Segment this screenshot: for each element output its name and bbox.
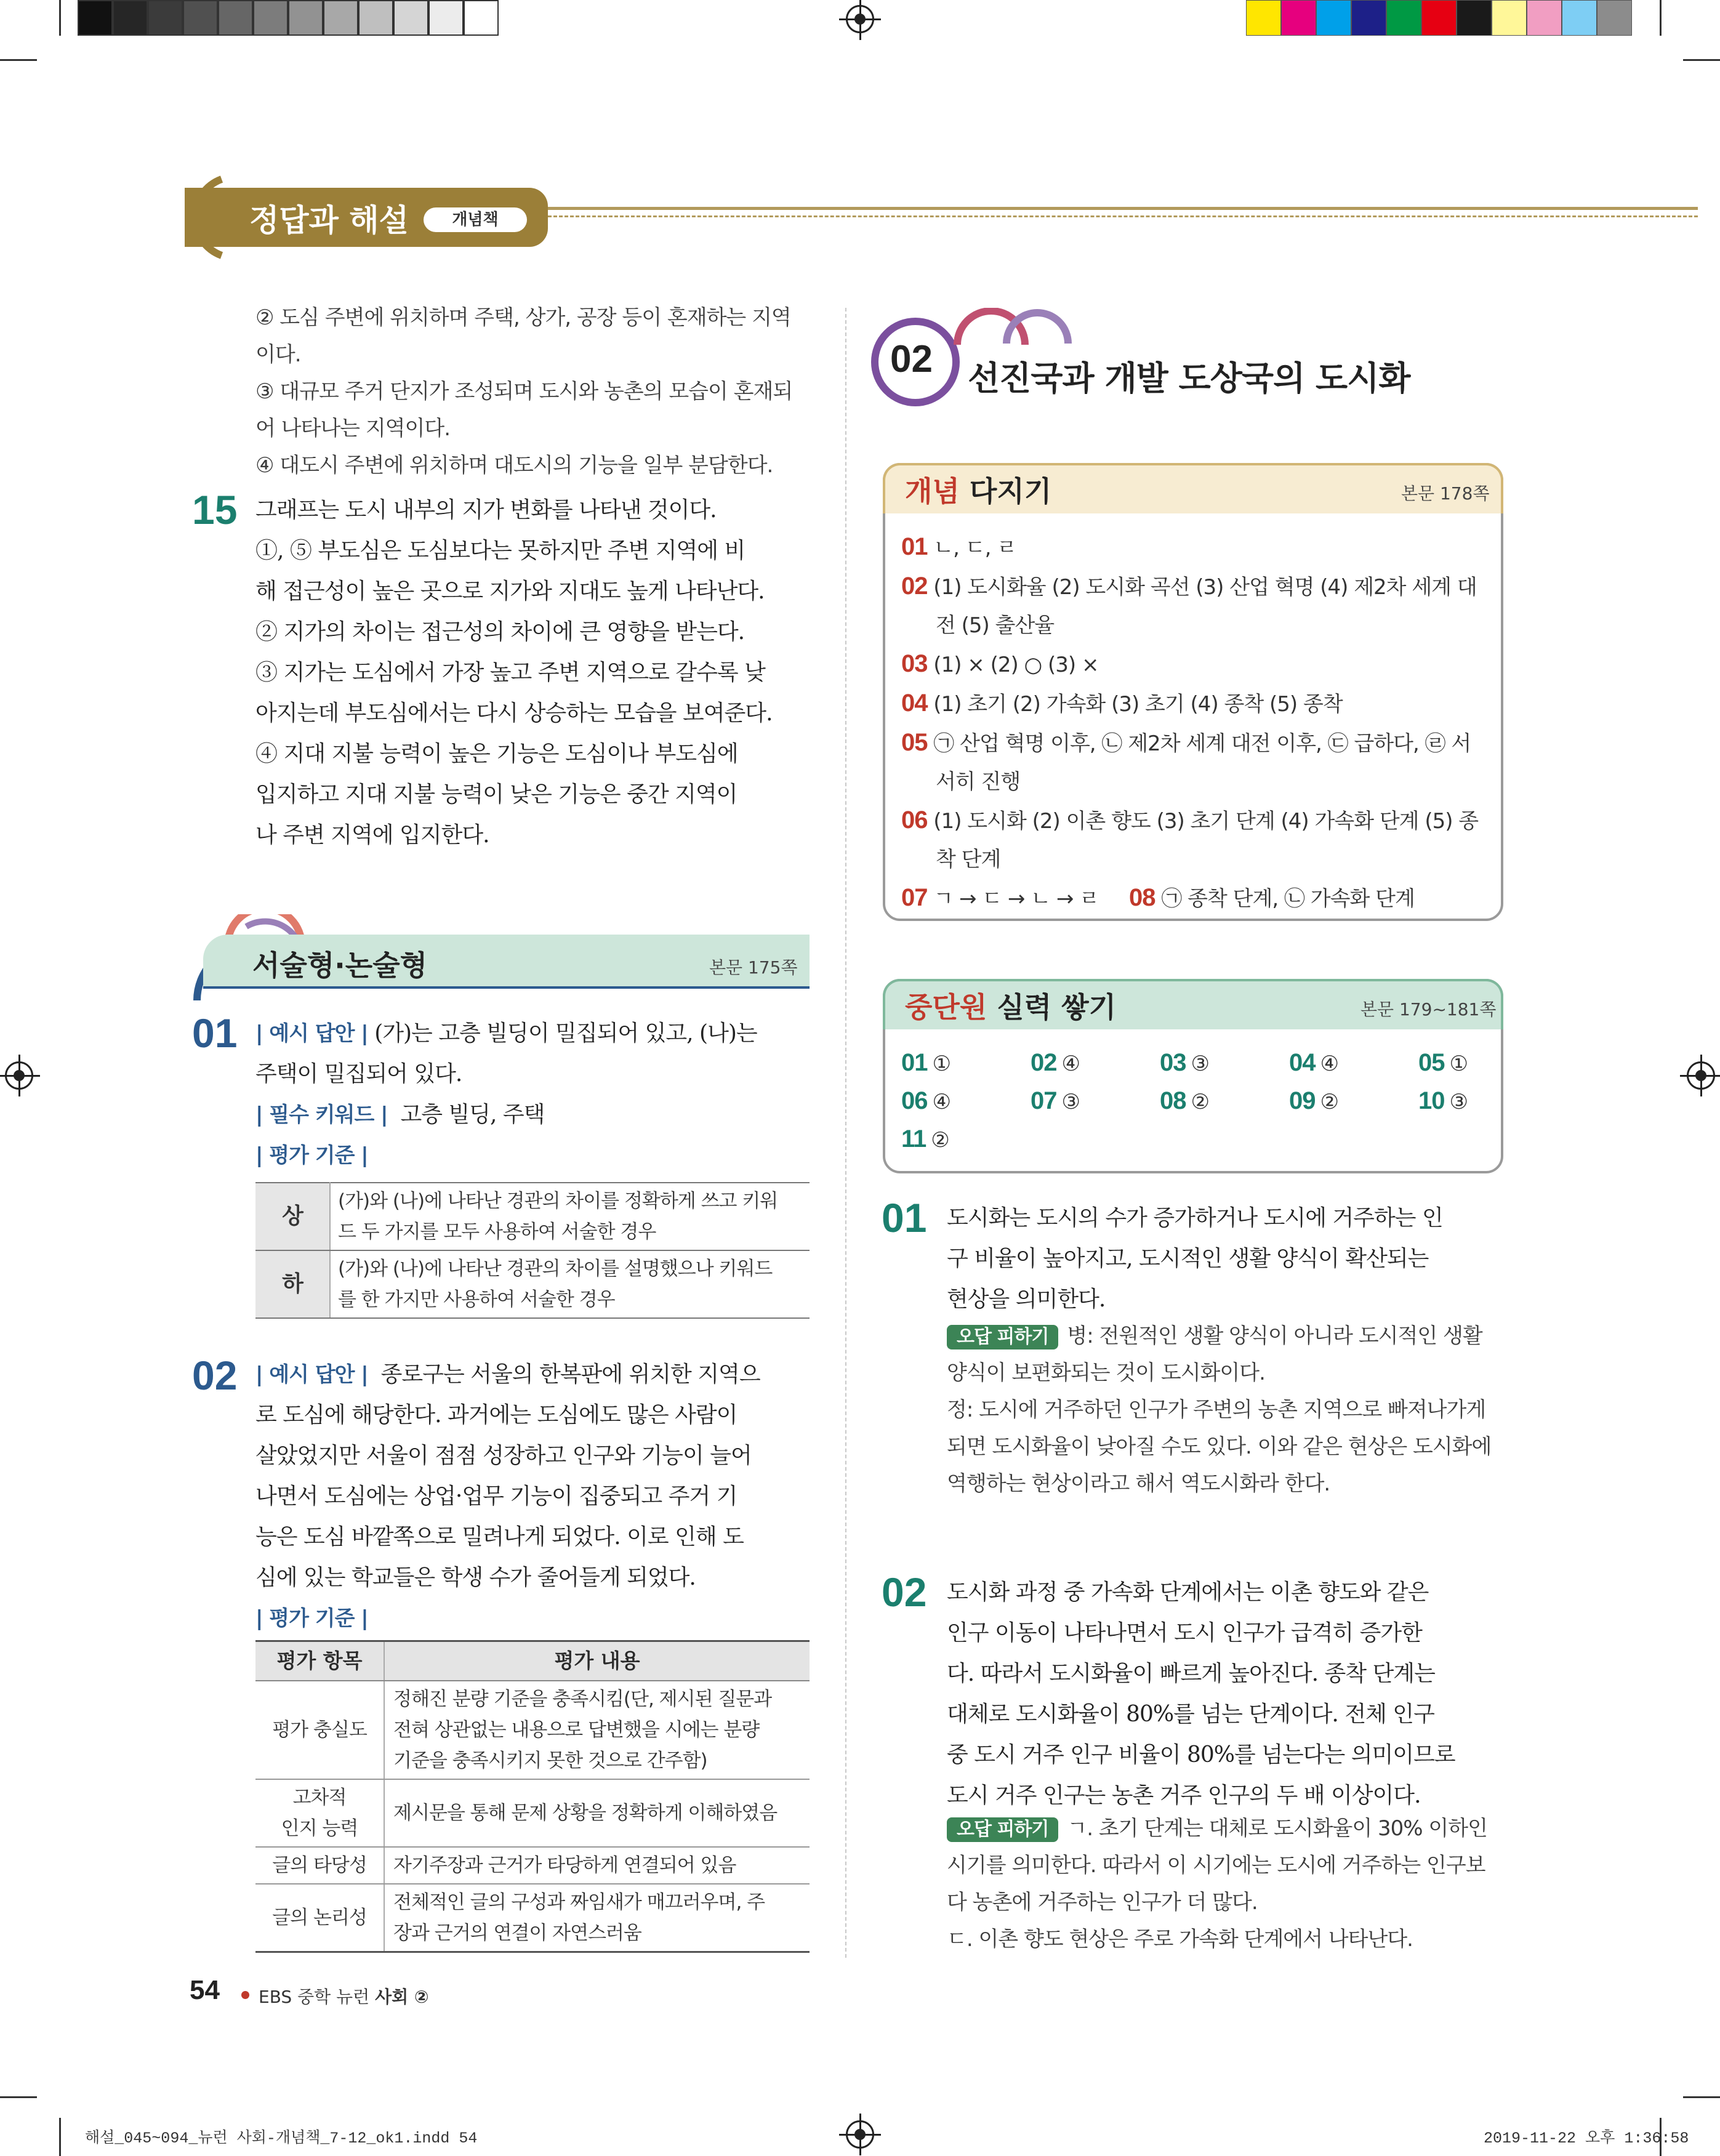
crop-mark — [59, 0, 61, 36]
criteria-cell — [330, 1183, 810, 1250]
answer-choice: ① — [1449, 1052, 1468, 1076]
gray-swatch — [464, 0, 499, 36]
intro-answer-notes — [255, 299, 810, 484]
eval-content-line: 자기주장과 근거가 타당하게 연결되어 있음 — [393, 1854, 736, 1876]
question-15-explanation — [255, 490, 810, 856]
crop-mark — [1683, 2096, 1720, 2098]
answer-number: 05 — [1418, 1049, 1445, 1076]
explanation-line: 아지는데 부도심에서는 다시 상승하는 모습을 보여준다. — [255, 701, 773, 726]
intro-line: ② 도심 주변에 위치하며 주택, 상가, 공장 등이 혼재하는 지역이다. — [255, 305, 791, 367]
answer-choice: ① — [932, 1052, 950, 1076]
avoid-wrong-text: 되면 도시화율이 낮아질 수도 있다. 이와 같은 현상은 도시화에 — [947, 1434, 1492, 1459]
answer-text: (1) × (2) ○ (3) × — [927, 653, 1099, 677]
criteria-line: (가)와 (나)에 나타난 경관의 차이를 설명했으나 키워드 — [338, 1258, 773, 1280]
avoid-wrong-pill: 오답 피하기 — [947, 1325, 1058, 1350]
avoid-wrong-text: ㄷ. 이촌 향도 현상은 주로 가속화 단계에서 나타난다. — [947, 1927, 1413, 1952]
table-header: 평가 항목 — [255, 1641, 384, 1681]
criteria-table — [255, 1182, 810, 1319]
grade-cell: 상 — [255, 1183, 330, 1250]
avoid-wrong-text: ㄱ. 초기 단계는 대체로 도시화율이 30% 이하인 — [1067, 1816, 1487, 1841]
gray-swatch — [393, 0, 428, 36]
answer-choice: ② — [1191, 1090, 1209, 1114]
answer-number: 08 — [1129, 884, 1155, 911]
answer-number: 06 — [901, 1087, 928, 1114]
criteria-cell — [330, 1250, 810, 1318]
avoid-wrong-text: 병: 전원적인 생활 양식이 아니라 도시적인 생활 — [1067, 1324, 1482, 1348]
avoid-wrong-text: 양식이 보편화되는 것이 도시화이다. — [947, 1361, 1265, 1385]
question-number: 01 — [882, 1195, 927, 1241]
crop-mark — [59, 2118, 61, 2156]
r02-explanation — [947, 1572, 1501, 1816]
criteria-line: 드 두 가지를 모두 사용하여 서술한 경우 — [338, 1221, 656, 1243]
answer-choice: ② — [1320, 1090, 1338, 1114]
color-swatch — [1281, 0, 1316, 36]
eval-item-cell — [255, 1779, 384, 1847]
answer-line — [901, 723, 1492, 763]
answer-text: ㉠ 종착 단계, ㉡ 가속화 단계 — [1155, 887, 1415, 911]
answer-number: 11 — [901, 1125, 926, 1152]
answer-number: 02 — [901, 573, 928, 600]
mid-answer-item — [1160, 1044, 1209, 1083]
explanation-line: 도시화 과정 중 가속화 단계에서는 이촌 향도와 같은 — [947, 1580, 1429, 1605]
answer-line — [901, 567, 1492, 606]
s02-answer — [255, 1354, 810, 1639]
mid-answer-item — [1418, 1044, 1468, 1083]
mid-unit-page-ref: 본문 179~181쪽 — [1360, 999, 1497, 1020]
answer-line — [901, 840, 1492, 879]
color-swatch — [1597, 0, 1632, 36]
criteria-label: | 평가 기준 | — [255, 1606, 368, 1631]
mid-unit-title-b: 실력 쌓기 — [997, 991, 1117, 1024]
avoid-wrong-text: 다 농촌에 거주하는 인구가 더 많다. — [947, 1890, 1258, 1915]
question-number: 15 — [192, 487, 238, 533]
chapter-title: 선진국과 개발 도상국의 도시화 — [968, 359, 1410, 398]
criteria-line: (가)와 (나)에 나타난 경관의 차이를 정확하게 쓰고 키워 — [338, 1190, 778, 1212]
chapter-number: 02 — [890, 338, 933, 380]
intro-line: ④ 대도시 주변에 위치하며 대도시의 기능을 일부 분담한다. — [255, 453, 773, 478]
mid-answer-item — [1289, 1044, 1338, 1083]
example-answer-text: (가)는 고층 빌딩이 밀집되어 있고, (나)는 — [374, 1021, 757, 1046]
header-rule — [548, 207, 1698, 210]
crop-mark — [0, 59, 37, 61]
color-swatch — [1316, 0, 1351, 36]
mid-unit-title-a: 중단원 — [905, 991, 987, 1024]
concept-page-ref: 본문 178쪽 — [1401, 483, 1490, 504]
color-swatch — [1492, 0, 1527, 36]
explanation-line: 인구 이동이 나타나면서 도시 인구가 급격히 증가한 — [947, 1620, 1422, 1646]
gray-swatch — [78, 0, 113, 36]
answer-number: 06 — [901, 806, 928, 834]
crop-mark — [0, 2096, 37, 2098]
gray-swatch — [113, 0, 148, 36]
example-answer-text: 종로구는 서울의 한복판에 위치한 지역으 — [380, 1362, 760, 1387]
answer-line — [901, 879, 1492, 918]
answer-text: (1) 도시화율 (2) 도시화 곡선 (3) 산업 혁명 (4) 제2차 세계 대 — [927, 575, 1477, 600]
eval-content-cell — [384, 1681, 810, 1779]
eval-content-line: 정해진 분량 기준을 충족시킴(단, 제시된 질문과 — [393, 1688, 772, 1710]
question-number: 01 — [192, 1010, 238, 1056]
example-answer-text: 주택이 밀집되어 있다. — [255, 1061, 462, 1087]
eval-item-cell — [255, 1847, 384, 1884]
gray-swatch — [428, 0, 464, 36]
avoid-wrong-text: 시기를 의미한다. 따라서 이 시기에는 도시에 거주하는 인구보 — [947, 1853, 1485, 1878]
section-header-underline — [203, 986, 810, 989]
book-title — [259, 1984, 429, 2008]
header-badge: 개념책 — [424, 207, 527, 232]
explanation-line: 도시화는 도시의 수가 증가하거나 도시에 거주하는 인 — [947, 1205, 1443, 1231]
answer-choice: ④ — [1061, 1052, 1080, 1076]
answer-number: 04 — [901, 690, 928, 717]
criteria-label: | 평가 기준 | — [255, 1143, 368, 1168]
registration-mark-icon — [5, 1061, 33, 1090]
table-row — [255, 1183, 810, 1250]
eval-item-cell — [255, 1681, 384, 1779]
table-row — [255, 1779, 810, 1847]
r01-avoid-wrong — [947, 1317, 1501, 1502]
keyword-label: | 필수 키워드 | — [255, 1103, 388, 1127]
avoid-wrong-pill: 오답 피하기 — [947, 1817, 1058, 1842]
color-swatch — [1562, 0, 1597, 36]
answer-number: 08 — [1160, 1087, 1186, 1114]
registration-mark-icon — [846, 5, 874, 33]
color-swatch — [1527, 0, 1562, 36]
gray-swatch — [218, 0, 253, 36]
answer-number: 07 — [901, 884, 928, 911]
answer-text: 서히 진행 — [936, 770, 1021, 794]
explanation-line: 도시 거주 인구는 농촌 거주 인구의 두 배 이상이다. — [947, 1783, 1421, 1808]
example-answer-text: 심에 있는 학교들은 학생 수가 줄어들게 되었다. — [255, 1565, 696, 1590]
example-answer-text: 능은 도심 바깥쪽으로 밀려나게 되었다. 이로 인해 도 — [255, 1524, 744, 1550]
answer-number: 10 — [1418, 1087, 1445, 1114]
mid-answer-item — [1031, 1082, 1080, 1121]
eval-content-line: 장과 근거의 연결이 자연스러움 — [393, 1922, 641, 1944]
file-name: 해설_045~094_뉴런 사회-개념책_7-12_ok1.indd 54 — [85, 2130, 478, 2147]
avoid-wrong-text: 역행하는 현상이라고 해서 역도시화라 한다. — [947, 1471, 1330, 1496]
explanation-line: 해 접근성이 높은 곳으로 지가와 지대도 높게 나타난다. — [255, 579, 765, 604]
answer-text: ㄱ → ㄷ → ㄴ → ㄹ — [927, 887, 1130, 911]
evaluation-table — [255, 1640, 810, 1953]
registration-mark-icon — [1687, 1061, 1715, 1090]
answer-number: 01 — [901, 533, 928, 560]
answer-text: 전 (5) 출산율 — [936, 613, 1055, 638]
explanation-line: ② 지가의 차이는 접근성의 차이에 큰 영향을 받는다. — [255, 619, 745, 645]
concept-title-a: 개념 — [905, 475, 960, 508]
example-answer-label: | 예시 답안 | — [255, 1021, 368, 1046]
table-header: 평가 내용 — [384, 1641, 810, 1681]
explanation-line: 입지하고 지대 지불 능력이 낮은 기능은 중간 지역이 — [255, 782, 737, 807]
intro-line: ③ 대규모 주거 단지가 조성되며 도시와 농촌의 모습이 혼재되 — [255, 379, 793, 404]
eval-item: 글의 논리성 — [272, 1907, 367, 1929]
keyword-text: 고층 빌딩, 주택 — [400, 1102, 545, 1127]
explanation-line: 나 주변 지역에 입지한다. — [255, 823, 489, 848]
eval-item: 평가 충실도 — [272, 1719, 367, 1741]
eval-content-cell — [384, 1847, 810, 1884]
gray-swatch — [323, 0, 358, 36]
column-divider — [845, 308, 846, 1958]
mid-answer-item — [901, 1082, 950, 1121]
gray-swatch — [253, 0, 288, 36]
explanation-line: 구 비율이 높아지고, 도시적인 생활 양식이 확산되는 — [947, 1246, 1429, 1271]
gray-swatch — [288, 0, 323, 36]
mid-unit-title — [905, 985, 1116, 1026]
concept-title — [905, 469, 1051, 510]
intro-line: 어 나타나는 지역이다. — [255, 416, 451, 441]
answer-number: 02 — [1031, 1049, 1057, 1076]
registration-mark-icon — [846, 2120, 874, 2149]
answer-number: 05 — [901, 729, 928, 756]
grade-cell: 하 — [255, 1250, 330, 1318]
eval-item: 인지 능력 — [281, 1817, 358, 1840]
s01-answer — [255, 1013, 810, 1176]
answer-line — [901, 763, 1492, 801]
answer-text: ㉠ 산업 혁명 이후, ㉡ 제2차 세계 대전 이후, ㉢ 급하다, ㉣ 서 — [927, 731, 1471, 756]
header-rule-dashed — [548, 215, 1698, 217]
table-row — [255, 1884, 810, 1952]
example-answer-label: | 예시 답안 | — [255, 1362, 368, 1387]
explanation-line: 현상을 의미한다. — [947, 1287, 1106, 1312]
eval-item: 글의 타당성 — [272, 1854, 367, 1876]
answer-choice: ② — [931, 1128, 949, 1152]
eval-content-cell — [384, 1779, 810, 1847]
eval-item-cell — [255, 1884, 384, 1952]
book-title-prefix: EBS 중학 뉴런 — [259, 1987, 376, 2007]
answer-line — [901, 645, 1492, 684]
mid-answer-item — [1289, 1082, 1338, 1121]
answer-choice: ③ — [1191, 1052, 1209, 1076]
mid-answer-item — [1418, 1082, 1468, 1121]
example-answer-text: 살았었지만 서울이 점점 성장하고 인구와 기능이 늘어 — [255, 1443, 752, 1468]
answer-number: 01 — [901, 1049, 928, 1076]
answer-line — [901, 528, 1492, 567]
mid-answer-item — [901, 1044, 950, 1083]
explanation-line: ③ 지가는 도심에서 가장 높고 주변 지역으로 갈수록 낮 — [255, 660, 765, 685]
color-swatch — [1457, 0, 1492, 36]
bullet-dot-icon — [241, 1991, 249, 1999]
color-swatch — [1246, 0, 1281, 36]
example-answer-text: 나면서 도심에는 상업·업무 기능이 집중되고 주거 기 — [255, 1484, 737, 1509]
color-swatch — [1351, 0, 1386, 36]
table-header-row — [255, 1641, 810, 1681]
section-page-ref: 본문 175쪽 — [709, 957, 798, 978]
answer-text: (1) 초기 (2) 가속화 (3) 초기 (4) 종착 (5) 종착 — [927, 692, 1343, 717]
gray-swatch — [183, 0, 218, 36]
table-row — [255, 1250, 810, 1318]
example-answer-text: 로 도심에 해당한다. 과거에는 도심에도 많은 사람이 — [255, 1402, 737, 1428]
answer-line — [901, 684, 1492, 723]
explanation-line: 그래프는 도시 내부의 지가 변화를 나타낸 것이다. — [255, 497, 717, 523]
eval-content-line: 기준을 충족시키지 못한 것으로 간주함) — [393, 1750, 707, 1772]
mid-answer-item — [1160, 1082, 1209, 1121]
answer-number: 03 — [1160, 1049, 1186, 1076]
crop-mark — [1683, 59, 1720, 61]
answer-text: ㄴ, ㄷ, ㄹ — [927, 536, 1017, 560]
answer-number: 03 — [901, 650, 928, 677]
r01-explanation — [947, 1198, 1501, 1320]
avoid-wrong-text: 정: 도시에 거주하던 인구가 주변의 농촌 지역으로 빠져나가게 — [947, 1398, 1486, 1422]
answer-number: 04 — [1289, 1049, 1316, 1076]
concept-answers — [901, 528, 1492, 918]
answer-number: 09 — [1289, 1087, 1316, 1114]
eval-content-line: 전혀 상관없는 내용으로 답변했을 시에는 분량 — [393, 1719, 760, 1741]
answer-choice: ④ — [932, 1090, 950, 1114]
concept-title-b: 다지기 — [969, 475, 1052, 508]
answer-line — [901, 801, 1492, 840]
table-row — [255, 1681, 810, 1779]
answer-number: 07 — [1031, 1087, 1057, 1114]
timestamp: 2019-11-22 오후 1:36:58 — [1484, 2130, 1689, 2147]
explanation-line: 다. 따라서 도시화율이 빠르게 높아진다. 종착 단계는 — [947, 1661, 1435, 1686]
gray-swatch — [148, 0, 183, 36]
criteria-line: 를 한 가지만 사용하여 서술한 경우 — [338, 1289, 615, 1311]
header-title: 정답과 해설 — [249, 203, 409, 238]
answer-choice: ③ — [1449, 1090, 1468, 1114]
explanation-line: 대체로 도시화율이 80%를 넘는 단계이다. 전체 인구 — [947, 1702, 1434, 1727]
gray-swatch — [358, 0, 393, 36]
answer-text: 착 단계 — [936, 847, 1001, 872]
section-title: 서술형·논술형 — [252, 949, 428, 982]
eval-content-line: 제시문을 통해 문제 상황을 정확하게 이해하였음 — [393, 1802, 778, 1824]
explanation-line: ④ 지대 지불 능력이 높은 기능은 도심이나 부도심에 — [255, 741, 738, 766]
explanation-line: 중 도시 거주 인구 비율이 80%를 넘는다는 의미이므로 — [947, 1742, 1455, 1768]
eval-content-cell — [384, 1884, 810, 1952]
color-swatch — [1421, 0, 1457, 36]
answer-text: (1) 도시화 (2) 이촌 향도 (3) 초기 단계 (4) 가속화 단계 (5) 종 — [927, 809, 1479, 834]
mid-answer-item — [901, 1120, 949, 1159]
color-swatch — [1386, 0, 1421, 36]
eval-item: 고차적 — [292, 1787, 347, 1809]
crop-mark — [1660, 0, 1662, 36]
page-number: 54 — [190, 1975, 220, 2005]
answer-line — [901, 606, 1492, 645]
answer-choice: ④ — [1320, 1052, 1338, 1076]
book-title-subject: 사회 ② — [375, 1987, 429, 2007]
explanation-line: ①, ⑤ 부도심은 도심보다는 못하지만 주변 지역에 비 — [255, 538, 745, 563]
eval-content-line: 전체적인 글의 구성과 짜임새가 매끄러우며, 주 — [393, 1891, 765, 1913]
mid-answer-item — [1031, 1044, 1080, 1083]
question-number: 02 — [882, 1569, 927, 1615]
question-number: 02 — [192, 1353, 238, 1398]
answer-choice: ③ — [1061, 1090, 1080, 1114]
table-row — [255, 1847, 810, 1884]
r02-avoid-wrong — [947, 1810, 1501, 1958]
